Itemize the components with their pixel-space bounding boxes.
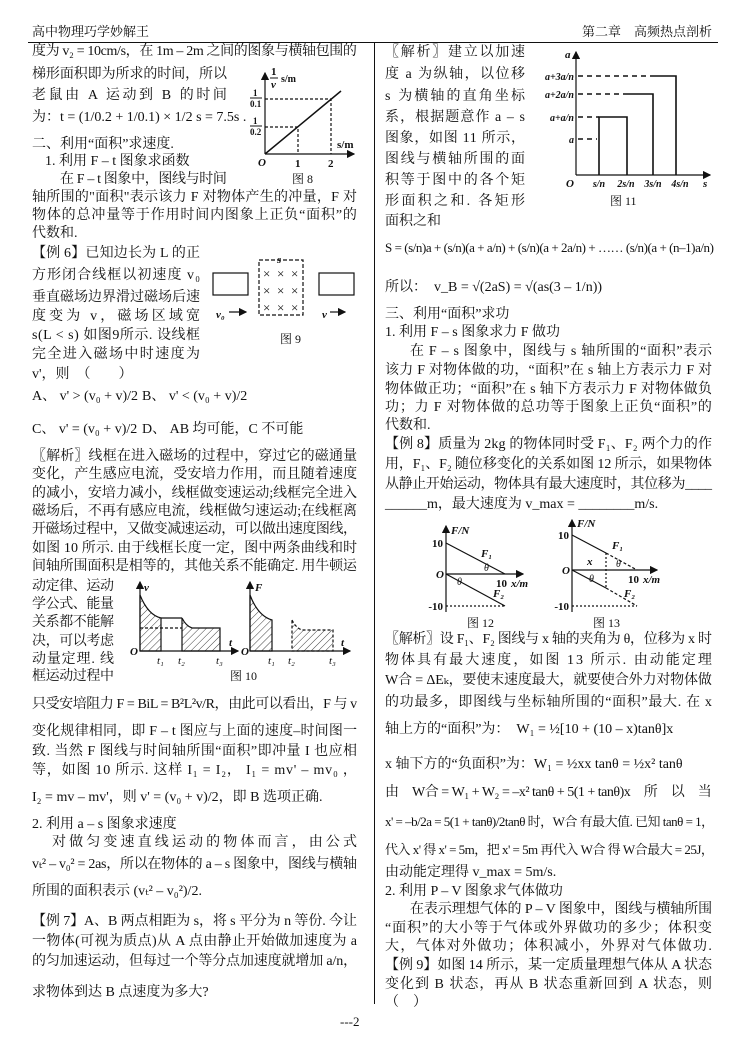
left-text-line: 的匀加速运动，但每过一个等分点加速度就增加 a/n， <box>32 954 357 969</box>
impulse-area-1 <box>250 595 272 651</box>
fig8-y-den: v <box>271 79 276 91</box>
fig10-origin: O <box>130 646 138 658</box>
ytick: a <box>569 135 574 146</box>
fig12-y-axis: F/N <box>451 525 470 537</box>
f1-line <box>446 543 505 574</box>
right-text-line: 从静止开始运动，物体具有最大速度时，其位移为____ <box>385 477 712 492</box>
left-text-line: I₂ = mv – mv'，则 v' = (v₀ + v)/2，即 B 选项正确. <box>32 790 323 805</box>
area-leaving <box>182 618 220 651</box>
step-bars <box>599 76 676 175</box>
right-text-line: 由动能定理得 v_max = 5m/s. <box>385 865 557 880</box>
graph-line <box>265 91 341 154</box>
field-crosses <box>263 266 298 315</box>
left-text-line: 只受安培阻力 F = BiL = B²L²v/R，由此可以看出，F 与 v <box>32 697 357 712</box>
left-text-line: 2. 利用 a – s 图象求速度 <box>32 817 177 832</box>
xtick: 10 <box>628 574 639 586</box>
right-text-line: （ ） <box>385 995 427 1010</box>
left-text-line: s(L < s) 如图9所示. 设线框 <box>32 328 201 343</box>
left-text-line: 垂直磁场边界滑过磁场后速 <box>32 290 200 305</box>
right-text-line: 物体具有最大速度，如图 13 所示. 由动能定理 <box>385 653 714 668</box>
fig12-caption: 图 12 <box>467 616 495 630</box>
theta-label: θ <box>589 574 594 585</box>
fig10-t-axis: t <box>229 637 233 649</box>
right-text-line: x 轴下方的“负面积”为：W₁ = ½xx tanθ = ½x² tanθ <box>385 757 683 772</box>
fig9-caption: 图 9 <box>280 332 302 346</box>
left-text-line: 物体的总冲量等于作用时间内图象上正负“面积”的 <box>32 208 358 223</box>
tick-t1: t₁ <box>268 655 275 667</box>
xtick: 10 <box>496 578 507 590</box>
right-text-line: ______m，最大速度为 v_max = ________m/s. <box>385 497 659 512</box>
f1-label: F₁ <box>481 548 493 560</box>
chapter-header: 第二章 高频热点剖析 <box>581 24 712 39</box>
fig8-ytick-num: 1 <box>253 88 258 98</box>
right-text-line: 〖解析〗设 F₁、F₂ 图线与 x 轴的夹角为 θ，位移为 x 时 <box>385 632 712 647</box>
ytick: a+a/n <box>549 113 574 124</box>
f2-label: F₂ <box>493 588 505 600</box>
coil-after <box>319 273 354 295</box>
fig8-ytick-den: 0.2 <box>250 127 262 137</box>
fig9-v0-label: v₀ <box>216 309 225 321</box>
theta-label: θ <box>616 559 621 570</box>
right-text-line: 由 W合 = W₁ + W₂ = –x² tanθ + 5(1 + tanθ)x 所 以 当 <box>385 785 712 800</box>
left-text-line: 完全进入磁场中时速度为 <box>32 347 202 362</box>
right-text-line: 1. 利用 F – s 图象求力 F 做功 <box>385 325 561 340</box>
field-cross: × <box>263 300 271 315</box>
right-text-line: 代数和. <box>385 418 431 433</box>
right-text-line: W合 = ΔEₖ，要使末速度最大，就要使合外力对物体做 <box>385 673 712 688</box>
right-text-line: 2. 利用 P – V 图象求气体做功 <box>385 884 563 899</box>
left-text-line: 一物体(可视为质点)从 A 点由静止开始做加速度为 a <box>32 934 358 949</box>
right-text-line: 代入 x' 得 x' = 5m，把 x' = 5m 再代入 W合 得 W合最大 = 25J， <box>385 842 714 857</box>
left-text-line: 的减小，安培力减小，线框做变速运动;线框完全进入 <box>32 486 357 501</box>
fig11-origin: O <box>566 178 574 190</box>
fig12-x-axis: x/m <box>511 578 529 590</box>
left-text-line: 梯形面积即为所求的时间，所以 <box>32 67 227 82</box>
fig10-origin-2: O <box>241 646 249 658</box>
left-text-line: D、 AB 均可能，C 不可能 <box>142 422 304 437</box>
xtick: s/n <box>592 179 606 190</box>
area-entering <box>140 595 161 651</box>
right-text-line: 用，F₁、F₂ 随位移变化的关系如图 12 所示，如果物体 <box>385 457 712 472</box>
left-text-line: 轴所围的"面积"表示该力 F 对物体产生的冲量，F 对 <box>32 190 358 205</box>
f1-line <box>572 535 606 553</box>
fig8-xtick: 2 <box>328 158 334 170</box>
x-mark-label: x <box>587 556 593 568</box>
tick-t3: t₃ <box>329 655 336 667</box>
ytick: -10 <box>428 601 443 613</box>
fig10-v-axis: v <box>144 582 149 594</box>
right-text-line: s 为横轴的直角坐标 <box>385 89 528 104</box>
left-text-line: 开磁场过程中，又做变减速运动，可以做出速度图线， <box>32 522 357 537</box>
left-text-line: 框运动过程中 <box>32 669 114 684</box>
fig8-ytick-den: 0.1 <box>250 99 262 109</box>
right-text-line: 物体做正功；“面积”在 s 轴下方表示力 F 对物体做负 <box>385 382 713 397</box>
field-cross: × <box>263 283 271 298</box>
xtick: 4s/n <box>671 179 689 190</box>
fig10-f-axis: F <box>255 582 263 594</box>
left-text-line: 〖解析〗线框在进入磁场的过程中，穿过它的磁通量 <box>32 449 358 464</box>
tick-t1: t₁ <box>157 655 164 667</box>
right-text-line: 图线与横轴所围的面 <box>385 152 527 167</box>
right-text-line: 所以： v_B = √(2aS) = √(as(3 – 1/n)) <box>385 280 603 295</box>
field-cross: × <box>277 266 285 281</box>
field-cross: × <box>263 266 271 281</box>
right-text-line: x' = –b/2a = 5(1 + tanθ)/2tanθ 时，W合 有最大值. 已知 tanθ = 1， <box>385 814 714 829</box>
right-text-line: 该力 F 对物体做的功，“面积”在 s 轴上方表示力 F 对 <box>385 363 713 378</box>
fig11-s-axis: s <box>703 178 708 190</box>
left-text-line: 致. 当然 F 图线与时间轴所围“面积”即冲量 I 也应相 <box>32 744 358 759</box>
left-text-line: 1. 利用 F – t 图象求函数 <box>45 154 190 169</box>
ytick: -10 <box>554 601 569 613</box>
fig13-y-axis: F/N <box>577 518 596 530</box>
left-text-line: 决，可以考虑 <box>32 634 114 649</box>
theta-label: θ <box>457 577 462 588</box>
fig13-caption: 图 13 <box>593 616 621 630</box>
left-text-line: 所围的面积表示 (vₜ² – v₀²)/2. <box>32 884 202 899</box>
right-text-line: 在 F – s 图象中，图线与 s 轴所围的“面积”表示 <box>410 344 713 359</box>
right-text-line: 功；力 F 对物体做的总功等于图象上正负“面积”的 <box>385 400 713 415</box>
right-text-line: “面积”的大小等于气体或外界做功的多少；体积变 <box>385 921 713 936</box>
left-text-line: vₜ² – v₀² = 2as，所以在物体的 a – s 图象中，图线与横轴 <box>32 857 357 872</box>
left-text-line: 方形闭合线框以初速度 v₀ <box>32 268 202 283</box>
f1-label: F₁ <box>612 540 624 552</box>
fig8-caption: 图 8 <box>292 172 314 186</box>
right-text-line: 图象，如图 11 所示， <box>385 131 526 146</box>
book-title-header: 高中物理巧学妙解王 <box>32 24 150 39</box>
fig11-caption: 图 11 <box>610 194 637 208</box>
coil-before <box>213 273 248 295</box>
fig8-origin: O <box>258 157 266 169</box>
left-text-line: 变化，产生感应电流，受安培力作用，而且随着速度 <box>32 467 358 482</box>
ytick: a+2a/n <box>544 90 574 101</box>
left-text-line: v'，则 （ ） <box>32 367 133 382</box>
page-number: ---2 <box>340 1014 360 1029</box>
right-text-line: 在表示理想气体的 P – V 图象中，图线与横轴所围 <box>410 902 713 917</box>
left-text-line: 对做匀变速直线运动的物体而言，由公式 <box>52 835 361 850</box>
field-cross: × <box>291 283 299 298</box>
right-text-line: S = (s/n)a + (s/n)(a + a/n) + (s/n)(a + 2a/n) + …… (s/n)(a + (n–1)a/n) <box>385 240 714 255</box>
ytick: 10 <box>558 530 569 542</box>
field-cross: × <box>277 283 285 298</box>
figure-11 <box>576 52 710 175</box>
f2-label: F₂ <box>624 588 636 600</box>
fig10-caption: 图 10 <box>230 669 258 683</box>
right-text-line: 变化到 B 状态，再从 B 状态重新回到 A 状态，则 <box>385 977 714 992</box>
left-text-line: C、 v' = (v₀ + v)/2 <box>32 422 138 437</box>
right-text-line: 〖解析〗建立以加速 <box>385 45 527 60</box>
fig9-width-label: s <box>277 254 282 266</box>
fig13-origin: O <box>562 565 570 577</box>
fig11-a-axis: a <box>565 49 571 61</box>
right-text-line: 系，根据题意作 a – s <box>385 110 527 125</box>
fig12-origin: O <box>436 569 444 581</box>
right-text-line: 度 a 为纵轴，以位移 <box>385 67 527 82</box>
left-text-line: 求物体到达 B 点速度为多大? <box>32 985 209 1000</box>
right-text-line: 轴上方的“面积”为： W₁ = ½[10 + (10 – x)tanθ]x <box>385 722 674 737</box>
left-text-line: B、 v' < (v₀ + v)/2 <box>142 389 248 404</box>
right-text-line: 形面积之和. 各矩形 <box>385 194 528 209</box>
right-text-line: 【例 8】质量为 2kg 的物体同时受 F₁、F₂ 两个力的作 <box>385 437 713 452</box>
left-text-line: 如图 10 所示. 由于线框长度一定，图中两条曲线和时 <box>32 541 358 556</box>
left-text-line: 度变为 v，磁场区域宽 <box>32 309 204 324</box>
left-text-line: 代数和. <box>32 226 78 241</box>
figure-13 <box>572 520 657 612</box>
left-text-line: 在 F – t 图象中，图线与时间 <box>60 172 227 187</box>
left-text-line: 变化规律相同，即 F – t 图应与上面的速度–时间图一 <box>32 724 358 739</box>
left-text-line: 二、利用“面积”求速度. <box>32 137 174 152</box>
ytick: a+3a/n <box>544 72 574 83</box>
left-text-line: 为：t = (1/0.2 + 1/0.1) × 1/2 s = 7.5s . <box>32 110 247 125</box>
impulse-area-2 <box>292 620 333 651</box>
fig8-x-label: s/m <box>337 139 354 151</box>
left-text-line: 老鼠由 A 运动到 B 的时间 <box>32 88 230 103</box>
ytick: 10 <box>432 538 443 550</box>
left-text-line: 磁场后，不再有感应电流，线框做匀速运动;在线框离 <box>32 504 357 519</box>
fig8-y-unit: s/m <box>281 74 296 85</box>
right-text-line: 的功最多，即图线与坐标轴所围的“面积”最大. 在 x <box>385 695 713 710</box>
left-text-line: 【例 7】A、B 两点相距为 s，将 s 平分为 n 等份. 今让 <box>32 914 357 929</box>
fig13-x-axis: x/m <box>643 574 661 586</box>
left-text-line: 关系都不能解 <box>32 615 114 630</box>
left-text-line: 动量定理. 线 <box>32 652 115 667</box>
right-text-line: 大，气体对外做功；体积减小，外界对气体做功. <box>385 939 714 954</box>
right-text-line: 积等于图中的各个矩 <box>385 173 527 188</box>
fig8-ytick-num: 1 <box>253 116 258 126</box>
left-text-line: 动定律、运动 <box>32 579 114 594</box>
right-text-line: 面积之和 <box>385 214 441 229</box>
right-text-line: 三、利用“面积”求功 <box>385 307 510 322</box>
fig8-xtick: 1 <box>295 158 301 170</box>
theta-label: θ <box>484 563 489 574</box>
tick-t3: t₃ <box>216 655 223 667</box>
left-text-line: 等，如图 10 所示. 这样 I₁ = I₂， I₁ = mv' – mv₀ ， <box>32 763 358 778</box>
field-cross: × <box>277 300 285 315</box>
right-text-line: 【例 9】如图 14 所示，某一定质量理想气体从 A 状态 <box>385 958 712 973</box>
fig10-t-axis-2: t <box>341 637 345 649</box>
left-text-line: 【例 6】已知边长为 L 的正 <box>32 246 201 261</box>
left-text-line: 度为 v₂ = 10cm/s，在 1m – 2m 之间的图象与横轴包围的 <box>32 44 357 59</box>
left-text-line: 学公式、能量 <box>32 597 114 612</box>
level-guides <box>578 76 653 139</box>
fig9-v-label: v <box>322 309 327 321</box>
figure-10 <box>140 582 350 651</box>
xtick: 2s/n <box>617 179 635 190</box>
fig8-y-num: 1 <box>271 66 277 78</box>
left-text-line: A、 v' > (v₀ + v)/2 <box>32 389 139 404</box>
tick-t2: t₂ <box>288 655 295 667</box>
field-cross: × <box>291 300 299 315</box>
xtick: 3s/n <box>644 179 662 190</box>
tick-t2: t₂ <box>178 655 185 667</box>
field-cross: × <box>291 266 299 281</box>
left-text-line: 间轴所围面积是相等的，其他关系不能确定. 用牛顿运 <box>32 559 357 574</box>
